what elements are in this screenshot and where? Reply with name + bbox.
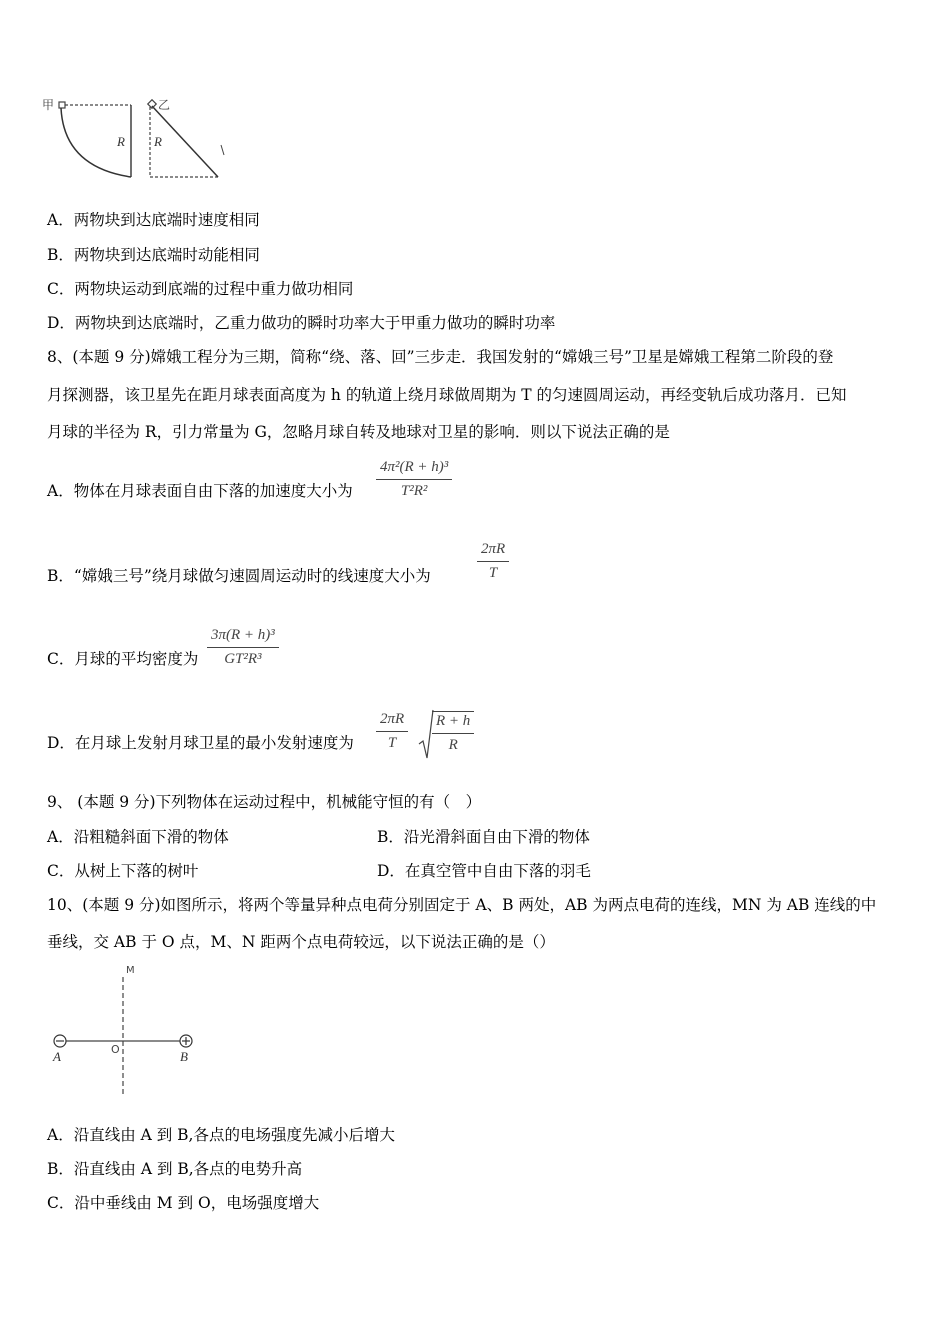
stray-mark xyxy=(221,145,224,155)
q8-stem-line3: 月球的半径为 R，引力常量为 G，忽略月球自转及地球对卫星的影响．则以下说法正确的是 xyxy=(47,423,670,441)
q8-stem-line1: 8、(本题 9 分)嫦娥工程分为三期，简称“绕、落、回”三步走．我国发射的“嫦娥三号”卫星是嫦娥工程第二阶段的登 xyxy=(47,348,834,366)
figure-charges xyxy=(45,960,205,1100)
q8-d-denominator1: T xyxy=(387,735,397,751)
q8-option-d: D．在月球上发射月球卫星的最小发射速度为 xyxy=(47,734,354,752)
q9-stem: 9、 (本题 9 分)下列物体在运动过程中，机械能守恒的有（ ） xyxy=(47,793,482,811)
label-o: O xyxy=(111,1043,120,1056)
q9-option-d: D．在真空管中自由下落的羽毛 xyxy=(377,862,591,880)
label-yi: 乙 xyxy=(158,98,171,112)
q7-option-c: C．两物块运动到底端的过程中重力做功相同 xyxy=(47,280,354,298)
q8-b-numerator: 2πR xyxy=(477,541,509,562)
q9-option-b: B．沿光滑斜面自由下滑的物体 xyxy=(377,828,590,846)
q8-d-numerator2: R + h xyxy=(432,711,474,734)
figure-slide-paths xyxy=(40,95,240,185)
q7-option-b: B．两物块到达底端时动能相同 xyxy=(47,246,260,264)
q8-stem-line2: 月探测器，该卫星先在距月球表面高度为 h 的轨道上绕月球做周期为 T 的匀速圆周运动，再经变轨后成功落月．已知 xyxy=(47,386,847,404)
label-jia: 甲 xyxy=(42,98,55,112)
q9-option-c: C．从树上下落的树叶 xyxy=(47,862,199,880)
q10-stem-line1: 10、(本题 9 分)如图所示，将两个等量异种点电荷分别固定于 A、B 两处，AB 为两点电荷的连线，MN 为 AB 连线的中 xyxy=(47,896,877,914)
block-jia xyxy=(59,102,65,108)
q10-stem-line2: 垂线，交 AB 于 O 点，M、N 距两个点电荷较远，以下说法正确的是（） xyxy=(47,933,555,951)
q8-option-b: B．“嫦娥三号”绕月球做匀速圆周运动时的线速度大小为 xyxy=(47,567,431,585)
q8-a-numerator: 4π²(R + h)³ xyxy=(376,459,452,480)
label-r-right: R xyxy=(154,134,162,149)
q9-option-a: A．沿粗糙斜面下滑的物体 xyxy=(47,828,229,846)
q8-d-denominator2: R xyxy=(448,737,458,753)
q8-b-denominator: T xyxy=(488,565,498,581)
q8-option-a: A．物体在月球表面自由下落的加速度大小为 xyxy=(47,482,353,500)
q10-option-c: C．沿中垂线由 M 到 O，电场强度增大 xyxy=(47,1194,320,1212)
q8-b-fraction xyxy=(477,541,509,582)
label-a: A xyxy=(53,1049,61,1064)
q7-option-a: A．两物块到达底端时速度相同 xyxy=(47,211,260,229)
q10-option-b: B．沿直线由 A 到 B,各点的电势升高 xyxy=(47,1160,303,1178)
q8-c-numerator: 3π(R + h)³ xyxy=(207,627,279,648)
q8-c-fraction xyxy=(207,627,279,668)
label-b: B xyxy=(180,1049,188,1064)
q8-d-fraction2 xyxy=(432,711,474,754)
q8-a-fraction xyxy=(376,459,452,500)
label-r-left: R xyxy=(117,134,125,149)
q10-option-a: A．沿直线由 A 到 B,各点的电场强度先减小后增大 xyxy=(47,1126,395,1144)
q8-a-denominator: T²R² xyxy=(400,483,428,499)
label-m: M xyxy=(126,965,135,976)
q7-option-d: D．两物块到达底端时，乙重力做功的瞬时功率大于甲重力做功的瞬时功率 xyxy=(47,314,556,332)
q8-d-fraction1 xyxy=(376,711,408,752)
q8-c-denominator: GT²R³ xyxy=(224,651,262,667)
q8-d-numerator1: 2πR xyxy=(376,711,408,732)
q8-option-c: C．月球的平均密度为 xyxy=(47,650,199,668)
